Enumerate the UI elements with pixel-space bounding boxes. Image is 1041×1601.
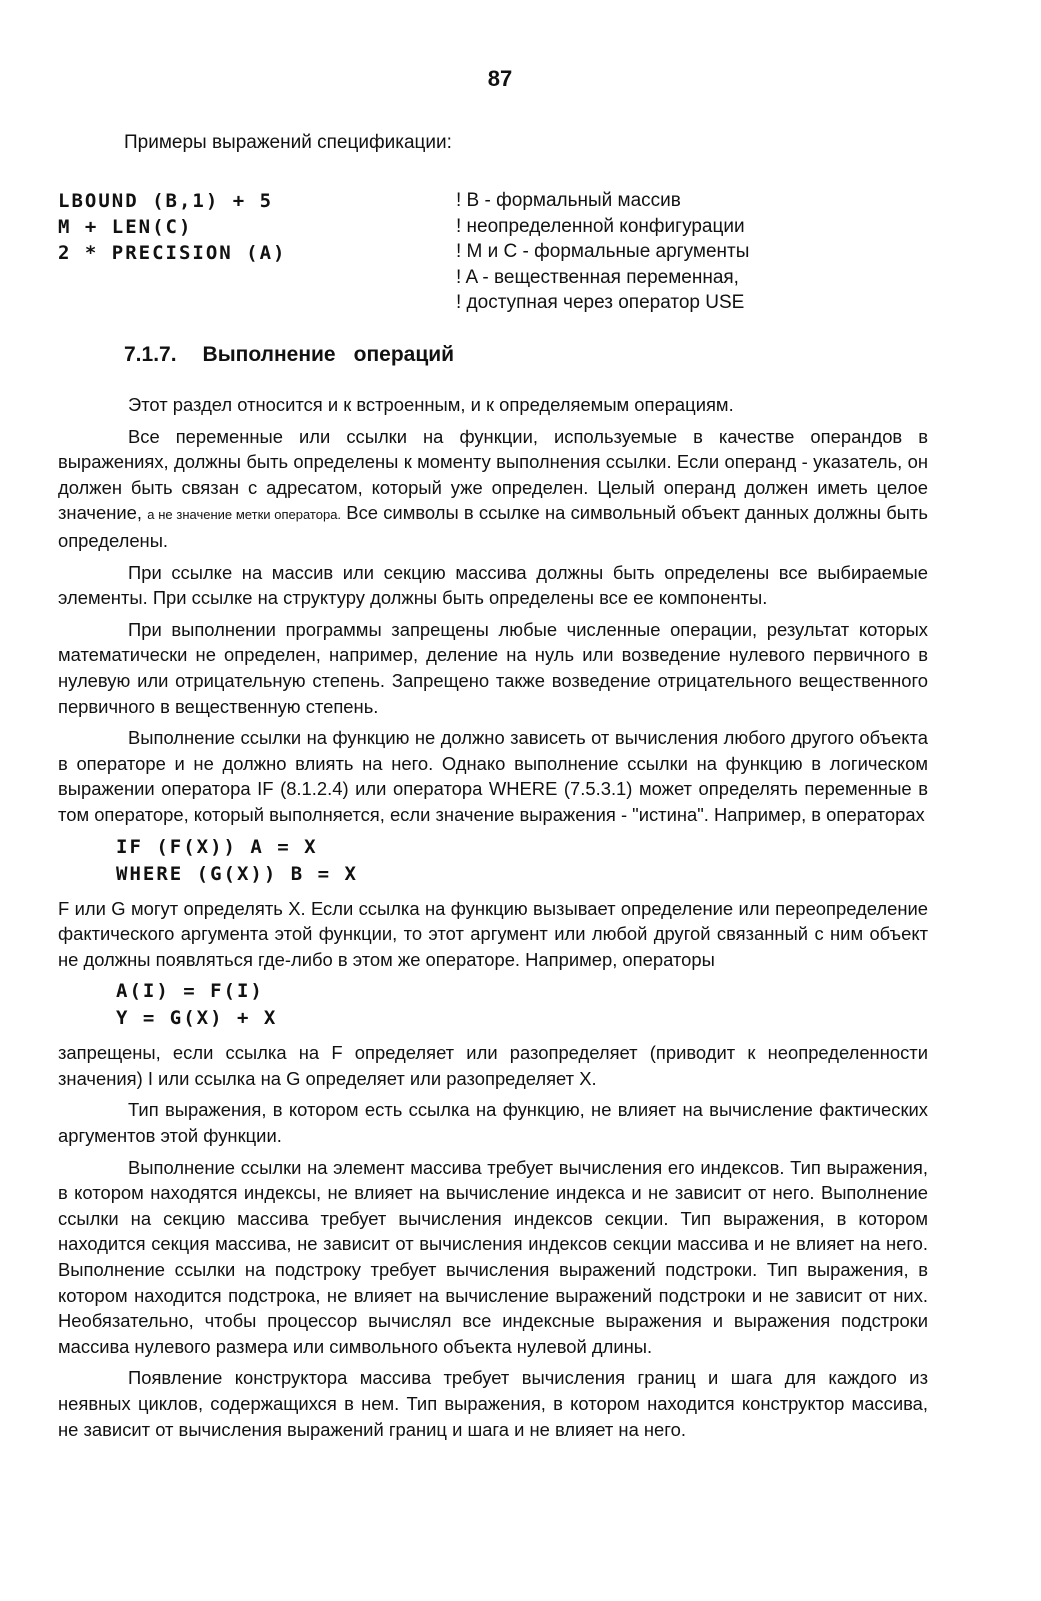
- section-title-word: Выполнение: [202, 343, 336, 366]
- code-comment: ! A - вещественная переменная,: [456, 266, 739, 288]
- paragraph: Тип выражения, в котором есть ссылка на функцию, не влияет на вычисление фактических аргументов этой функции.: [58, 1099, 928, 1147]
- code-line: WHERE (G(X)) B = X: [116, 862, 358, 885]
- paragraph-text: Все символы в ссылке на символьный объект данных должны быть определены.: [58, 502, 928, 551]
- section-number: 7.1.7.: [124, 343, 177, 366]
- small-print: а не значение метки оператора.: [147, 507, 342, 523]
- spec-comment-column: [456, 188, 749, 316]
- section-heading: [124, 343, 454, 367]
- paragraph: При ссылке на массив или секцию массива должны быть определены все выбираемые элементы. При ссылке на структуру должны быть определены все ее компоненты.: [58, 561, 928, 609]
- code-line: Y = G(X) + X: [116, 1007, 278, 1030]
- page-number: 87: [487, 66, 513, 91]
- paragraph-text: Все переменные или ссылки на функции, используемые в качестве операндов в выражениях, должны быть определены к моменту выполнения ссылки. Если операнд - указатель, он должен быть связан с адресатом, который уже определен. Целый операнд должен иметь целое значение,: [58, 425, 928, 524]
- body-text: [58, 392, 928, 1448]
- code-line: A(I) = F(I): [116, 980, 264, 1003]
- code-example: [58, 834, 928, 888]
- code-comment: ! доступная через оператор USE: [456, 292, 745, 314]
- section-title-word: операций: [353, 343, 455, 366]
- intro-line: Примеры выражений спецификации:: [124, 132, 452, 153]
- code-line: M + LEN(C): [58, 216, 193, 238]
- paragraph: F или G могут определять X. Если ссылка на функцию вызывает определение или переопределение фактического аргумента этой функции, то этот аргумент или любой другой связанный с ним объект не должны появляться где-либо в этом же операторе. Например, операторы: [58, 897, 928, 970]
- code-comment: ! неопределенной конфигурации: [456, 215, 745, 237]
- paragraph: Выполнение ссылки на элемент массива требует вычисления его индексов. Тип выражения, в котором находятся индексы, не влияет на вычисление индекса и не зависит от него. Выполнение ссылки на секцию массива требует вычисления индексов секции. Тип выражения, в котором находится секция массива, не зависит от вычисления индексов секции массива и не влияет на него. Выполнение ссылки на подстроку требует вычисления выражений подстроки. Тип выражения, в котором находится подстрока, не влияет на вычисление выражений подстроки и не зависит от них. Необязательно, чтобы процессор вычислял все индексные выражения и выражения подстроки массива нулевого размера или символьного объекта нулевой длины.: [58, 1156, 928, 1357]
- paragraph: Этот раздел относится и к встроенным, и к определяемым операциям.: [128, 394, 734, 415]
- paragraph: [58, 424, 928, 554]
- code-line: 2 * PRECISION (A): [58, 242, 287, 264]
- code-comment: ! M и C - формальные аргументы: [456, 241, 750, 263]
- specification-examples: [58, 188, 958, 318]
- code-comment: ! B - формальный массив: [456, 190, 681, 211]
- paragraph: запрещены, если ссылка на F определяет или разопределяет (приводит к неопределенности значения) I или ссылка на G определяет или разопределяет X.: [58, 1042, 928, 1089]
- spec-code-column: [58, 188, 286, 266]
- code-line: LBOUND (B,1) + 5: [58, 190, 274, 212]
- paragraph: Выполнение ссылки на функцию не должно зависеть от вычисления любого другого объекта в операторе и не должно влиять на него. Однако выполнение ссылки на функцию в логическом выражении оператора IF (8.1.2.4) или оператора WHERE (7.5.3.1) может определять переменные в том операторе, который выполняется, если значение выражения - "истина". Например, в операторах: [58, 727, 928, 825]
- code-example: [58, 978, 928, 1032]
- code-line: IF (F(X)) A = X: [116, 835, 318, 858]
- paragraph: Появление конструктора массива требует вычисления границ и шага для каждого из неявных циклов, содержащихся в нем. Тип выражения, в котором находится конструктор массива, не зависит от вычисления выражений границ и шага и не влияет на него.: [58, 1367, 928, 1440]
- paragraph: При выполнении программы запрещены любые численные операции, результат которых математически не определен, например, деление на нуль или возведение нулевого первичного в нулевую или отрицательную степень. Запрещено также возведение отрицательного вещественного первичного в вещественную степень.: [58, 618, 928, 717]
